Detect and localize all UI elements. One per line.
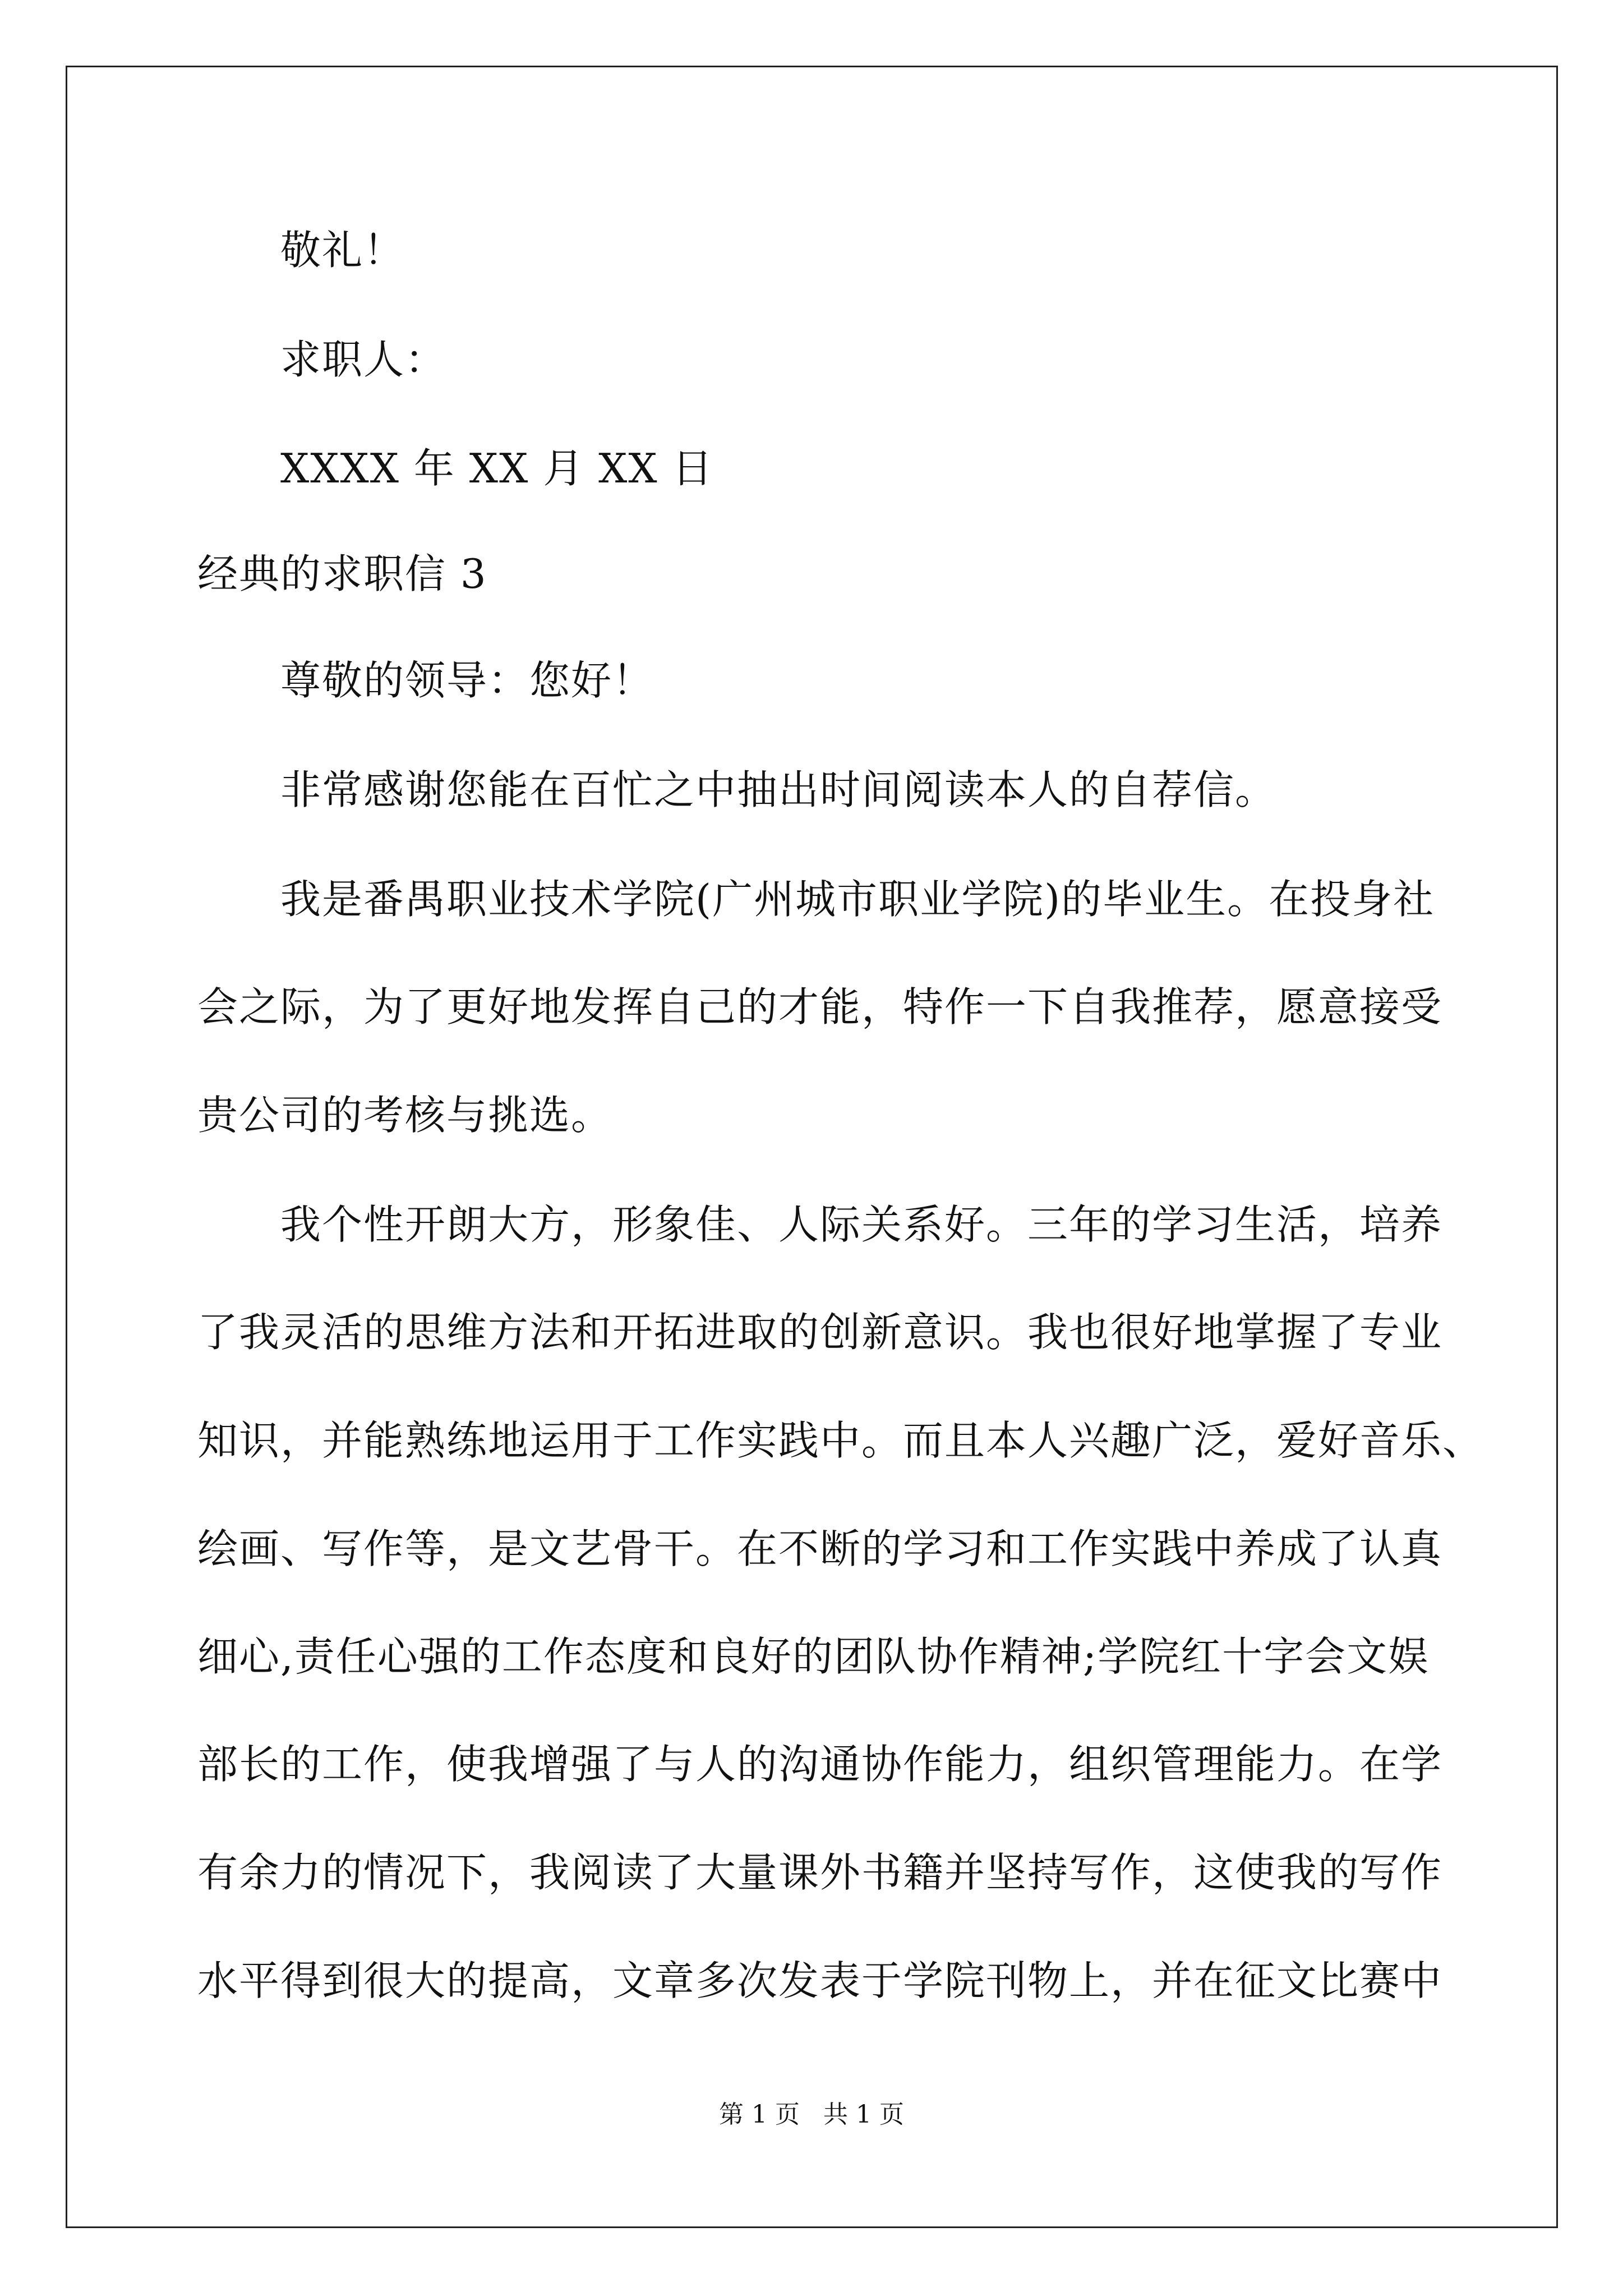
paragraph-line: 会之际，为了更好地发挥自己的才能，特作一下自我推荐，愿意接受: [197, 983, 1443, 1030]
applicant-label: 求职人：: [280, 336, 447, 383]
paragraph-line: 细心,责任心强的工作态度和良好的团队协作精神;学院红十字会文娱: [197, 1633, 1430, 1680]
paragraph-line: 贵公司的考核与挑选。: [197, 1092, 613, 1139]
page-number-footer: 第 1 页 共 1 页: [719, 2100, 904, 2129]
paragraph-line: 水平得到很大的提高，文章多次发表于学院刊物上，并在征文比赛中: [197, 1957, 1443, 2004]
paragraph-line: 我个性开朗大方，形象佳、人际关系好。三年的学习生活，培养: [280, 1201, 1443, 1248]
paragraph-line: 有余力的情况下，我阅读了大量课外书籍并坚持写作，这使我的写作: [197, 1849, 1443, 1896]
paragraph-line: 了我灵活的思维方法和开拓进取的创新意识。我也很好地掌握了专业: [197, 1309, 1443, 1356]
date-line: XXXX 年 XX 月 XX 日: [280, 445, 714, 492]
paragraph-line: 知识，并能熟练地运用于工作实践中。而且本人兴趣广泛，爱好音乐、: [197, 1417, 1484, 1464]
page-border: [66, 66, 1558, 2228]
paragraph-line: 部长的工作，使我增强了与人的沟通协作能力，组织管理能力。在学: [197, 1741, 1443, 1788]
section-heading: 经典的求职信 3: [197, 550, 487, 597]
closing-salutation: 敬礼！: [280, 227, 405, 274]
paragraph-line: 我是番禺职业技术学院(广州城市职业学院)的毕业生。在投身社: [280, 876, 1435, 923]
paragraph-line: 非常感谢您能在百忙之中抽出时间阅读本人的自荐信。: [280, 766, 1277, 813]
greeting: 尊敬的领导：您好！: [280, 657, 654, 704]
paragraph-line: 绘画、写作等，是文艺骨干。在不断的学习和工作实践中养成了认真: [197, 1525, 1443, 1572]
